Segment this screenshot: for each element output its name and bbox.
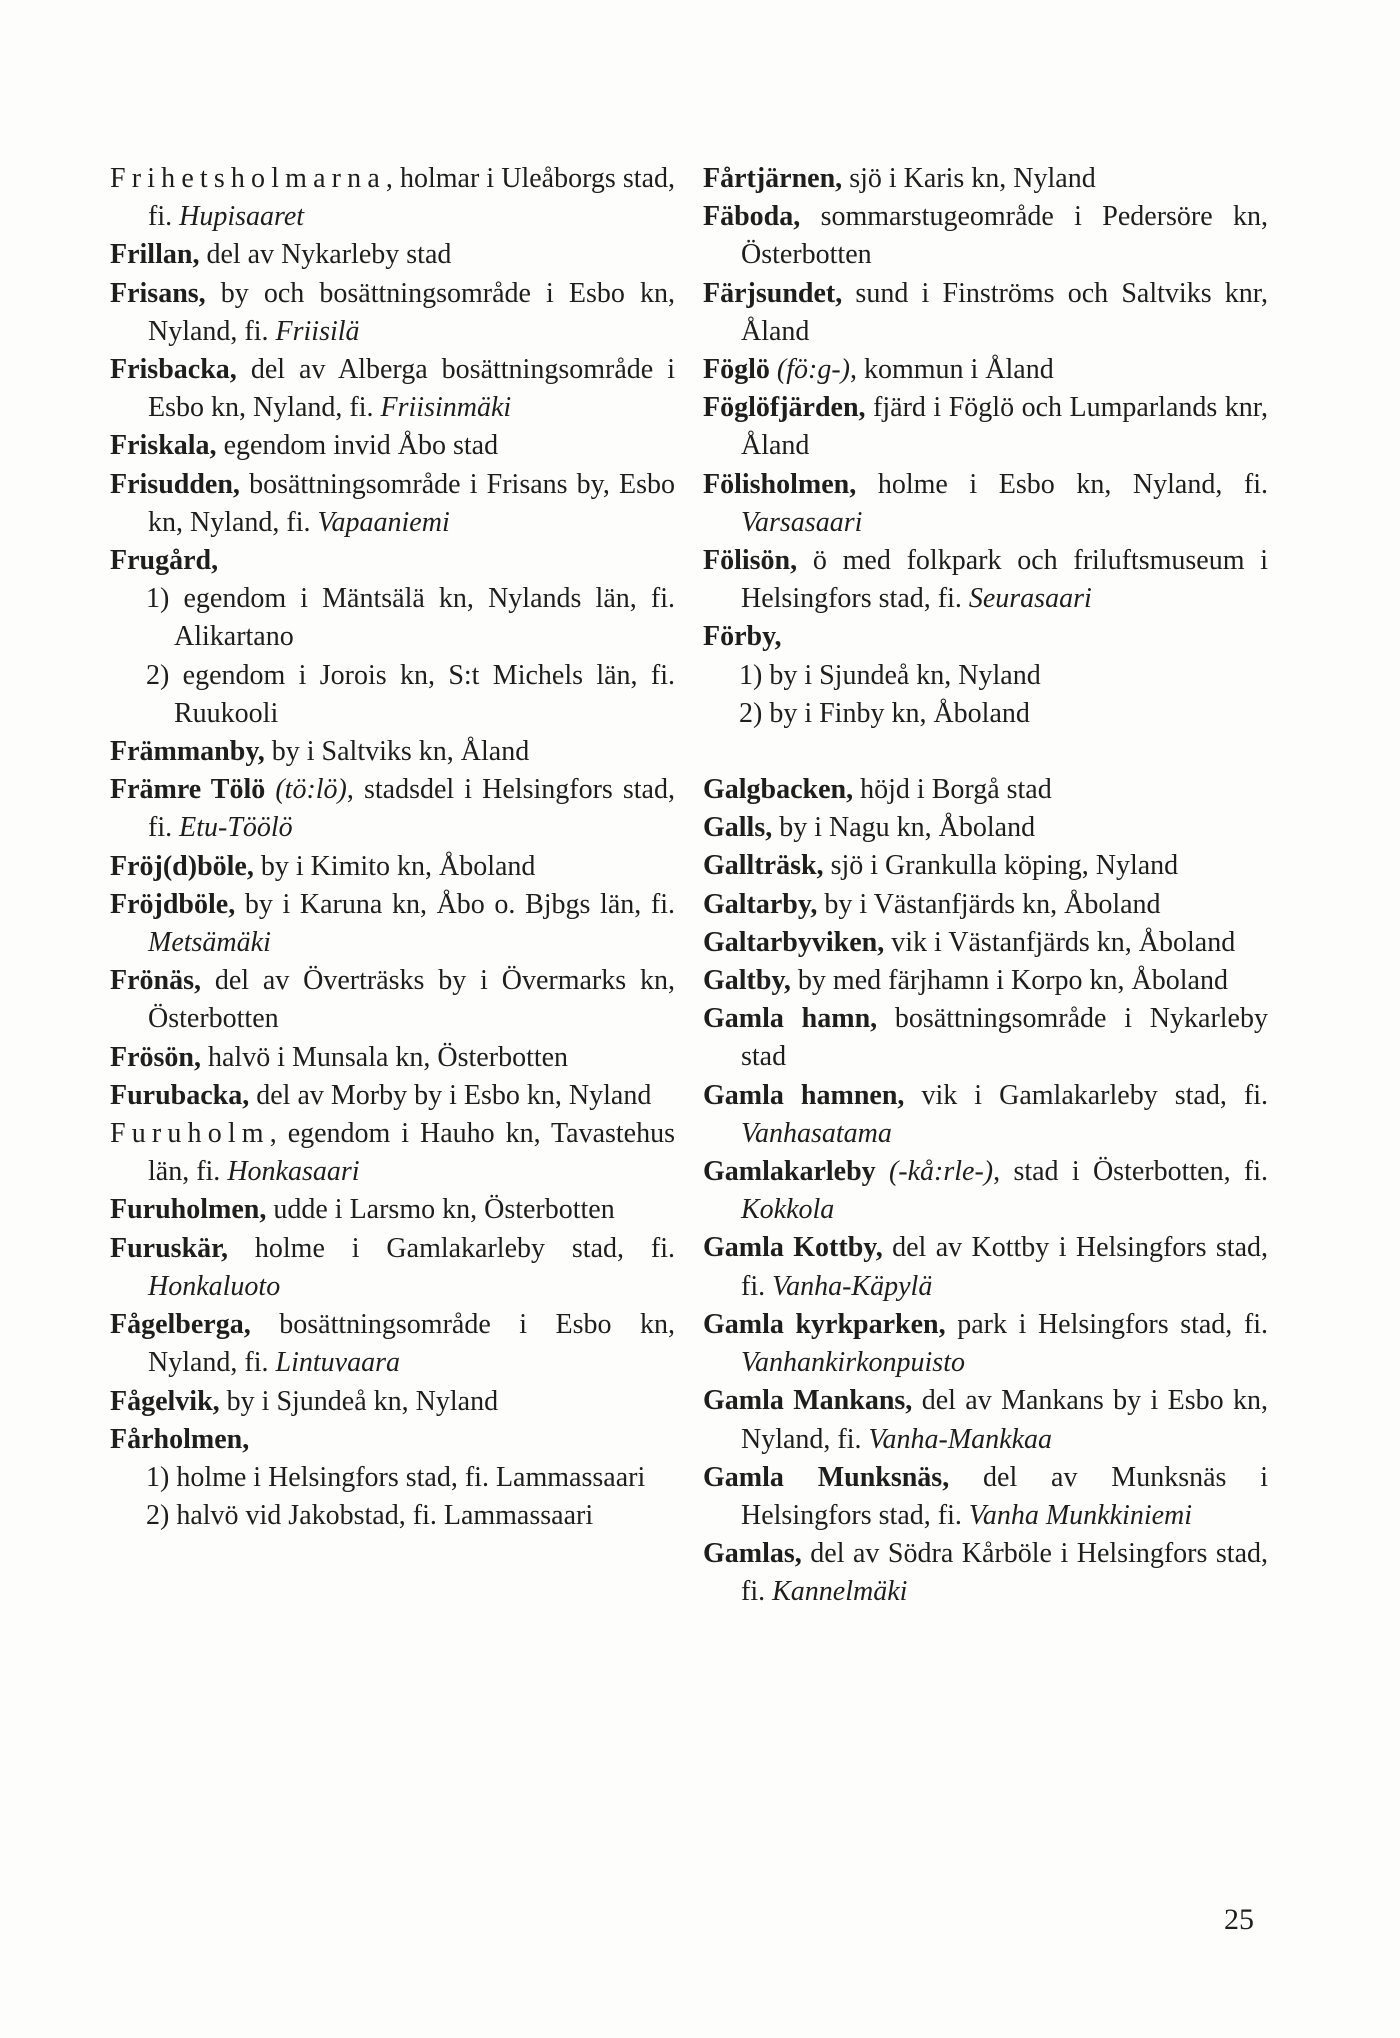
entry-headword: Gamla kyrkparken, — [703, 1308, 946, 1340]
entry-headword: Frisudden, — [110, 468, 240, 500]
entry-headword: Frösön, — [110, 1041, 201, 1073]
entry-description: del av Nykarleby stad — [199, 239, 452, 271]
entry-subsense — [110, 657, 675, 733]
entry-description: vik i Gamlakarleby stad, fi. — [904, 1079, 1268, 1111]
entry-description: , egendom i Hauho kn, Tavastehus län, fi. — [148, 1118, 675, 1188]
dictionary-entry — [703, 962, 1268, 1000]
right-column — [703, 160, 1268, 1612]
dictionary-entry — [703, 389, 1268, 465]
subsense-text: 2) halvö vid Jakobstad, fi. — [146, 1500, 444, 1532]
entry-headword: Furuholmen, — [110, 1194, 267, 1226]
entry-headword: Frugård, — [110, 545, 219, 577]
dictionary-entry — [110, 275, 675, 351]
entry-description: , holmar i Uleåborgs stad, fi. — [148, 163, 675, 233]
entry-headword: Gamlas, — [703, 1538, 802, 1570]
entry-headword: Gamla hamn, — [703, 1003, 878, 1035]
entry-headword: Fröj(d)böle, — [110, 850, 254, 882]
entry-description: by i Nagu kn, Åboland — [772, 812, 1036, 844]
subsense-finnish-name: Lammassaari — [495, 1461, 646, 1493]
dictionary-entry — [110, 1306, 675, 1382]
subsense-text: 1) egendom i Mäntsälä kn, Nylands län, fi. — [146, 583, 675, 615]
entry-finnish-name: Vapaaniemi — [317, 506, 450, 538]
entry-description: del av Överträsks by i Övermarks kn, Österbotten — [148, 965, 675, 1035]
dictionary-entry — [703, 198, 1268, 274]
dictionary-entry — [703, 1000, 1268, 1076]
entry-headword: Fölisholmen, — [703, 468, 857, 500]
entry-description: , kommun i Åland — [849, 354, 1054, 386]
dictionary-entry — [110, 1421, 675, 1459]
entry-headword: Frisans, — [110, 277, 206, 309]
entry-finnish-name: Friisilä — [275, 315, 360, 347]
entry-description: bosättningsområde i Frisans by, Esbo kn, Nyland, fi. — [148, 468, 675, 538]
entry-headword: Frisbacka, — [110, 354, 237, 386]
entry-finnish-name: Honkaluoto — [148, 1270, 281, 1302]
entry-finnish-name: Vanhasatama — [741, 1117, 892, 1149]
entry-headword: Främmanby, — [110, 736, 265, 768]
entry-description: del av Munksnäs i Helsingfors stad, fi. — [741, 1461, 1268, 1531]
entry-headword: Frihetsholmarna — [110, 163, 386, 194]
entry-headword: Fårtjärnen, — [703, 163, 843, 194]
dictionary-entry — [703, 1459, 1268, 1535]
entry-description: holme i Gamlakarleby stad, fi. — [228, 1232, 675, 1264]
entry-description: by och bosättningsområde i Esbo kn, Nyland, fi. — [148, 277, 675, 347]
entry-finnish-name: Vanha Munkkiniemi — [968, 1499, 1193, 1531]
entry-headword: Fröjdböle, — [110, 888, 236, 920]
entry-headword: Frillan, — [110, 239, 200, 271]
entry-description: sjö i Karis kn, Nyland — [842, 163, 1096, 194]
dictionary-entry — [703, 466, 1268, 542]
entry-finnish-name: Etu-Töölö — [179, 812, 293, 844]
dictionary-entry — [703, 160, 1268, 198]
entry-description: , stadsdel i Helsingfors stad, fi. — [148, 774, 675, 844]
entry-finnish-name: Lintuvaara — [275, 1347, 400, 1379]
entry-description: udde i Larsmo kn, Österbotten — [266, 1194, 615, 1226]
entry-finnish-name: Hupisaaret — [179, 201, 305, 233]
dictionary-entry — [110, 1383, 675, 1421]
dictionary-entry — [703, 542, 1268, 618]
entry-headword: Föglö — [703, 354, 770, 386]
entry-subsense — [110, 1497, 675, 1535]
entry-headword: Galgbacken, — [703, 774, 854, 806]
dictionary-entry — [703, 809, 1268, 847]
entry-pronunciation: (fö:g-) — [769, 354, 850, 386]
subsense-text: 2) by i Finby kn, Åboland — [739, 697, 1030, 729]
subsense-finnish-name: Ruukooli — [174, 697, 279, 729]
dictionary-entry — [703, 1153, 1268, 1229]
dictionary-entry — [110, 1077, 675, 1115]
entry-description: egendom invid Åbo stad — [216, 430, 499, 462]
subsense-text: 2) egendom i Jorois kn, S:t Michels län, fi. — [146, 659, 675, 691]
entry-headword: Furuholm — [110, 1118, 270, 1150]
subsense-finnish-name: Alikartano — [174, 621, 294, 653]
subsense-text: 1) by i Sjundeå kn, Nyland — [739, 659, 1041, 691]
entry-finnish-name: Varsasaari — [741, 506, 863, 538]
entry-subsense — [703, 695, 1268, 733]
entry-finnish-name: Seurasaari — [968, 583, 1092, 615]
entry-headword: Friskala, — [110, 430, 217, 462]
dictionary-entry — [703, 886, 1268, 924]
entry-pronunciation: (-kå:rle-) — [875, 1156, 994, 1188]
dictionary-entry — [110, 962, 675, 1038]
dictionary-entry — [110, 733, 675, 771]
dictionary-entry — [110, 542, 675, 580]
dictionary-entry — [110, 771, 675, 847]
entry-headword: Fölisön, — [703, 545, 798, 577]
dictionary-entry — [110, 1191, 675, 1229]
entry-headword: Gamla Munksnäs, — [703, 1461, 950, 1493]
entry-headword: Gallträsk, — [703, 850, 824, 882]
entry-headword: Furuskär, — [110, 1232, 229, 1264]
dictionary-entry — [110, 236, 675, 274]
dictionary-entry — [703, 771, 1268, 809]
entry-description: by i Sjundeå kn, Nyland — [219, 1385, 499, 1417]
entry-headword: Gamla hamnen, — [703, 1079, 905, 1111]
dictionary-entry — [110, 1115, 675, 1191]
dictionary-entry — [703, 924, 1268, 962]
dictionary-entry — [110, 351, 675, 427]
dictionary-entry — [110, 1039, 675, 1077]
dictionary-entry — [703, 351, 1268, 389]
dictionary-entry — [110, 848, 675, 886]
entry-description: bosättningsområde i Nykarleby stad — [741, 1003, 1268, 1073]
dictionary-entry — [703, 275, 1268, 351]
entry-headword: Föglöfjärden, — [703, 392, 866, 424]
entry-description: , stad i Österbotten, fi. — [993, 1156, 1268, 1188]
entry-description: by med färjhamn i Korpo kn, Åboland — [790, 965, 1228, 997]
subsense-text: 1) holme i Helsingfors stad, fi. — [146, 1461, 496, 1493]
entry-subsense — [703, 657, 1268, 695]
entry-subsense — [110, 580, 675, 656]
dictionary-entry — [110, 160, 675, 236]
dictionary-entry — [110, 466, 675, 542]
dictionary-entry — [110, 1230, 675, 1306]
dictionary-entry — [703, 618, 1268, 656]
entry-description: del av Kottby i Helsingfors stad, fi. — [741, 1232, 1268, 1302]
left-column — [110, 160, 675, 1535]
entry-headword: Frönäs, — [110, 965, 201, 997]
entry-headword: Fågelvik, — [110, 1385, 220, 1417]
entry-description: vik i Västanfjärds kn, Åboland — [884, 926, 1236, 958]
entry-headword: Furubacka, — [110, 1079, 250, 1111]
entry-description: del av Morby by i Esbo kn, Nyland — [249, 1079, 652, 1111]
entry-headword: Galls, — [703, 812, 773, 844]
entry-headword: Gamla Mankans, — [703, 1385, 913, 1417]
entry-description: by i Västanfjärds kn, Åboland — [817, 888, 1161, 920]
entry-headword: Gamlakarleby — [703, 1156, 876, 1188]
entry-description: by i Kimito kn, Åboland — [253, 850, 536, 882]
entry-pronunciation: (tö:lö) — [265, 774, 347, 806]
entry-finnish-name: Vanha-Käpylä — [772, 1270, 933, 1302]
entry-description: sjö i Grankulla köping, Nyland — [823, 850, 1179, 882]
entry-headword: Galtarby, — [703, 888, 818, 920]
entry-headword: Gamla Kottby, — [703, 1232, 883, 1264]
entry-headword: Fäboda, — [703, 201, 801, 233]
entry-finnish-name: Metsämäki — [148, 927, 271, 959]
dictionary-entry — [703, 1229, 1268, 1305]
dictionary-entry — [110, 427, 675, 465]
dictionary-entry — [703, 1077, 1268, 1153]
entry-description: del av Mankans by i Esbo kn, Nyland, fi. — [741, 1385, 1268, 1455]
entry-description: fjärd i Föglö och Lumparlands knr, Åland — [741, 392, 1268, 462]
entry-description: holme i Esbo kn, Nyland, fi. — [856, 468, 1268, 500]
section-gap — [703, 733, 1268, 771]
entry-headword: Färjsundet, — [703, 277, 843, 309]
entry-description: höjd i Borgå stad — [853, 774, 1052, 806]
entry-finnish-name: Honkasaari — [227, 1156, 360, 1188]
dictionary-entry — [703, 1535, 1268, 1611]
entry-description: del av Alberga bosättningsområde i Esbo kn, Nyland, fi. — [148, 354, 675, 424]
entry-finnish-name: Friisinmäki — [380, 392, 512, 424]
entry-headword: Fårholmen, — [110, 1423, 250, 1455]
entry-headword: Galtby, — [703, 965, 791, 997]
entry-description: bosättningsområde i Esbo kn, Nyland, fi. — [148, 1309, 675, 1379]
dictionary-entry — [703, 1306, 1268, 1382]
entry-description: halvö i Munsala kn, Österbotten — [201, 1041, 569, 1073]
entry-description: sund i Finströms och Saltviks knr, Åland — [741, 277, 1268, 347]
dictionary-entry — [703, 1382, 1268, 1458]
entry-description: park i Helsingfors stad, fi. — [945, 1308, 1268, 1340]
entry-description: by i Karuna kn, Åbo o. Bjbgs län, fi. — [235, 888, 675, 920]
dictionary-entry — [703, 847, 1268, 885]
entry-description: ö med folkpark och friluftsmuseum i Helsingfors stad, fi. — [741, 545, 1268, 615]
entry-subsense — [110, 1459, 675, 1497]
entry-description: by i Saltviks kn, Åland — [264, 736, 530, 768]
subsense-finnish-name: Lammassaari — [443, 1500, 594, 1532]
entry-finnish-name: Kokkola — [741, 1194, 835, 1226]
entry-finnish-name: Vanhankirkonpuisto — [741, 1347, 965, 1379]
page-number: 25 — [1224, 1903, 1254, 1936]
entry-description: del av Södra Kårböle i Helsingfors stad, fi. — [741, 1538, 1268, 1608]
entry-headword: Främre Tölö — [110, 774, 266, 806]
entry-headword: Förby, — [703, 621, 782, 653]
entry-finnish-name: Kannelmäki — [772, 1576, 908, 1608]
dictionary-entry — [110, 886, 675, 962]
entry-headword: Fågelberga, — [110, 1309, 251, 1341]
entry-headword: Galtarbyviken, — [703, 926, 885, 958]
entry-finnish-name: Vanha-Mankkaa — [868, 1423, 1053, 1455]
entry-description: sommarstugeområde i Pedersöre kn, Österbotten — [741, 201, 1268, 271]
